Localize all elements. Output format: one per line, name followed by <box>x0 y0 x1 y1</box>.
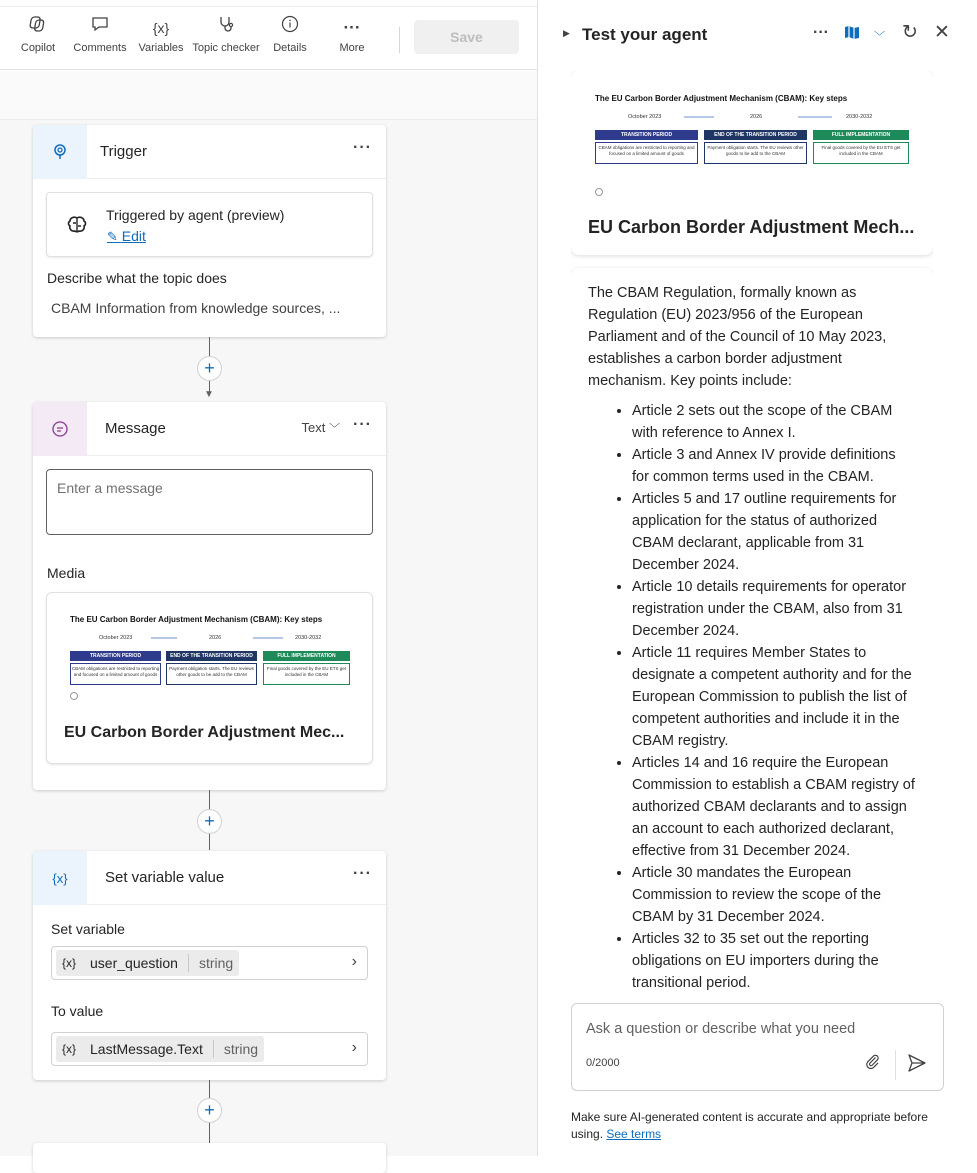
phase-text: Final goods covered by the EU ETS get included in the CBAM <box>263 663 350 685</box>
pencil-icon: ✎ <box>107 229 118 244</box>
cbam-infographic <box>63 609 358 713</box>
variable-pill <box>56 950 239 976</box>
list-item: • Articles 14 and 16 require the European Commission to establish a CBAM registry of authorized CBAM declarants and to assign an account to each authorized declarant, effective from 31 December 2024. <box>632 752 916 862</box>
send-icon[interactable] <box>907 1053 927 1079</box>
media-card[interactable] <box>46 592 373 764</box>
trigger-more-icon[interactable]: ··· <box>353 139 372 156</box>
phase-text: Final goods covered by the EU ETS get included in the CBAM <box>813 142 909 164</box>
connector-arrow-icon: ▼ <box>204 389 214 400</box>
refresh-icon[interactable]: ↻ <box>902 22 918 43</box>
variable-name: user_question <box>90 955 178 971</box>
response-intro: The CBAM Regulation, formally known as Regulation (EU) 2023/956 of the European Parliament and of the Council of 10 May 2023, establishes a carbon border adjustment mechanism. Key points include: <box>588 285 887 389</box>
logo-icon <box>70 692 78 700</box>
attach-icon[interactable] <box>865 1054 883 1077</box>
set-variable-node[interactable] <box>33 851 386 1080</box>
list-item: • Articles 5 and 17 outline requirements for application for the status of authorized CBAM declarant, applicable from 31 December 2024. <box>632 488 916 576</box>
message-node-header <box>33 402 386 456</box>
variable-icon: {x} <box>33 851 87 905</box>
test-panel-title: Test your agent <box>582 25 708 44</box>
media-label: Media <box>47 565 86 581</box>
phase-header: TRANSITION PERIOD <box>70 651 161 661</box>
to-value-label: To value <box>51 1003 104 1019</box>
brain-icon <box>65 214 89 238</box>
trigger-node-header <box>33 125 386 179</box>
composer-divider <box>895 1050 896 1080</box>
message-node[interactable] <box>33 402 386 790</box>
disclaimer-text: Make sure AI-generated content is accurate and appropriate before using. <box>571 1110 928 1141</box>
save-button[interactable]: Save <box>414 20 519 54</box>
timeline-arrow <box>253 637 283 639</box>
value-pill <box>56 1036 264 1062</box>
collapse-caret-icon[interactable]: ▶ <box>563 28 570 38</box>
phase-header: TRANSITION PERIOD <box>595 130 698 140</box>
map-icon[interactable] <box>844 24 860 45</box>
trigger-card[interactable] <box>46 192 373 257</box>
edit-label: Edit <box>121 228 146 244</box>
message-type-label: Text <box>301 420 326 435</box>
message-input[interactable]: Enter a message <box>46 469 373 535</box>
variable-type: string <box>198 955 234 971</box>
set-variable-label: Set variable <box>51 921 125 937</box>
canvas-header <box>0 71 537 120</box>
infographic-year: October 2023 <box>628 114 662 120</box>
message-title: Message <box>105 420 166 437</box>
char-count: 0/2000 <box>586 1057 620 1069</box>
list-item: • Articles 32 to 35 set out the reporting obligations on EU importers during the transitional period. <box>632 928 916 994</box>
timeline-arrow <box>684 116 714 118</box>
comments-label: Comments <box>73 42 127 54</box>
topic-checker-label: Topic checker <box>192 42 260 54</box>
comments-button[interactable] <box>72 15 128 65</box>
list-item: • Article 2 sets out the scope of the CBAM with reference to Annex I. <box>632 400 916 444</box>
variable-pill-icon: {x} <box>62 956 77 970</box>
test-agent-panel <box>538 0 977 1156</box>
message-icon <box>33 402 87 456</box>
timeline-arrow <box>798 116 832 118</box>
variables-label: Variables <box>138 42 184 54</box>
describe-label: Describe what the topic does <box>47 270 227 286</box>
info-icon <box>270 15 310 41</box>
timeline-arrow <box>151 637 177 639</box>
variables-button[interactable] <box>138 15 184 65</box>
copilot-icon <box>14 15 62 41</box>
more-icon: ··· <box>343 18 361 37</box>
chevron-right-icon: › <box>351 953 357 970</box>
phase-header: END OF THE TRANSITION PERIOD <box>704 130 807 140</box>
infographic-year: 2030-2032 <box>846 114 873 120</box>
chat-transcript[interactable] <box>571 71 933 1003</box>
phase-header: END OF THE TRANSITION PERIOD <box>166 651 257 661</box>
infographic-year: 2026 <box>209 635 222 641</box>
comment-icon <box>72 15 128 41</box>
variables-icon: {x} <box>152 20 170 36</box>
list-item: • Article 10 details requirements for operator registration under the CBAM, also from 31 December 2024. <box>632 576 916 642</box>
infographic-title: The EU Carbon Border Adjustment Mechanism (CBAM): Key steps <box>595 94 848 103</box>
variable-pill-icon: {x} <box>62 1042 77 1056</box>
adaptive-card <box>571 71 933 255</box>
copilot-label: Copilot <box>20 42 56 54</box>
trigger-icon <box>33 125 87 179</box>
details-button[interactable] <box>270 15 310 65</box>
infographic-year: 2026 <box>750 114 763 120</box>
next-node[interactable] <box>33 1143 386 1173</box>
card-title: EU Carbon Border Adjustment Mech... <box>588 217 915 237</box>
value-name: LastMessage.Text <box>90 1041 203 1057</box>
more-button[interactable] <box>332 15 372 65</box>
topic-description[interactable]: CBAM Information from knowledge sources, ... <box>51 300 341 316</box>
infographic-title: The EU Carbon Border Adjustment Mechanism (CBAM): Key steps <box>70 615 323 624</box>
chat-composer[interactable] <box>571 1003 944 1091</box>
toolbar-divider <box>399 27 400 53</box>
response-bullets <box>588 400 916 994</box>
see-terms-link[interactable]: See terms <box>606 1127 662 1141</box>
media-title: EU Carbon Border Adjustment Mec... <box>64 724 345 741</box>
list-item: • Article 3 and Annex IV provide definitions for common terms used in the CBAM. <box>632 444 916 488</box>
phase-header: FULL IMPLEMENTATION <box>813 130 909 140</box>
trigger-node[interactable] <box>33 125 386 337</box>
chevron-down-icon: ﹀ <box>329 423 340 435</box>
copilot-button[interactable] <box>14 15 62 65</box>
add-node-button[interactable]: + <box>197 356 222 381</box>
cbam-infographic <box>588 88 916 205</box>
list-item: • Article 11 requires Member States to designate a competent authority and for the European Commission to publish the list of competent authorities and include it in the CBAM registry. <box>632 642 916 752</box>
list-item: • Article 30 mandates the European Commission to review the scope of the CBAM by 31 December 2024. <box>632 862 916 928</box>
phase-text: Payment obligation starts. The EU reviews other goods to be add to the CBAM <box>166 663 257 685</box>
phase-text: CBAM obligations are restricted to reporting and focused on a limited amount of goods <box>70 663 161 685</box>
infographic-year: October 2023 <box>99 635 133 641</box>
stethoscope-icon <box>192 15 260 41</box>
infographic-year: 2030-2032 <box>295 635 322 641</box>
chevron-down-icon[interactable]: ﹀ <box>874 31 885 43</box>
agent-response <box>571 268 933 1003</box>
more-icon[interactable]: ··· <box>813 24 829 41</box>
ai-disclaimer <box>571 1109 951 1143</box>
logo-icon <box>595 188 603 196</box>
trigger-card-title: Triggered by agent (preview) <box>106 207 285 223</box>
phase-text: CBAM obligations are restricted to reporting and focused on a limited amount of goods <box>595 142 698 164</box>
edit-link[interactable] <box>107 228 146 245</box>
set-variable-node-header <box>33 851 386 905</box>
add-node-button[interactable]: + <box>197 1098 222 1123</box>
add-node-button[interactable]: + <box>197 809 222 834</box>
topic-checker-button[interactable] <box>192 15 260 65</box>
pill-divider <box>213 1040 214 1058</box>
details-label: Details <box>273 42 307 54</box>
variable-picker[interactable] <box>51 946 368 980</box>
set-variable-title: Set variable value <box>105 869 225 886</box>
close-icon[interactable]: ✕ <box>934 22 950 43</box>
phase-text: Payment obligation starts. The EU reviews other goods to be add to the CBAM <box>704 142 807 164</box>
value-type: string <box>223 1041 259 1057</box>
trigger-title: Trigger <box>100 143 147 160</box>
message-type-select[interactable] <box>302 420 340 436</box>
pill-divider <box>188 954 189 972</box>
phase-header: FULL IMPLEMENTATION <box>263 651 350 661</box>
message-more-icon[interactable]: ··· <box>353 416 372 433</box>
chat-input[interactable]: Ask a question or describe what you need <box>586 1021 856 1037</box>
value-picker[interactable] <box>51 1032 368 1066</box>
chevron-right-icon: › <box>351 1039 357 1056</box>
set-variable-more-icon[interactable]: ··· <box>353 865 372 882</box>
topic-toolbar <box>0 6 537 70</box>
more-label: More <box>339 42 365 54</box>
